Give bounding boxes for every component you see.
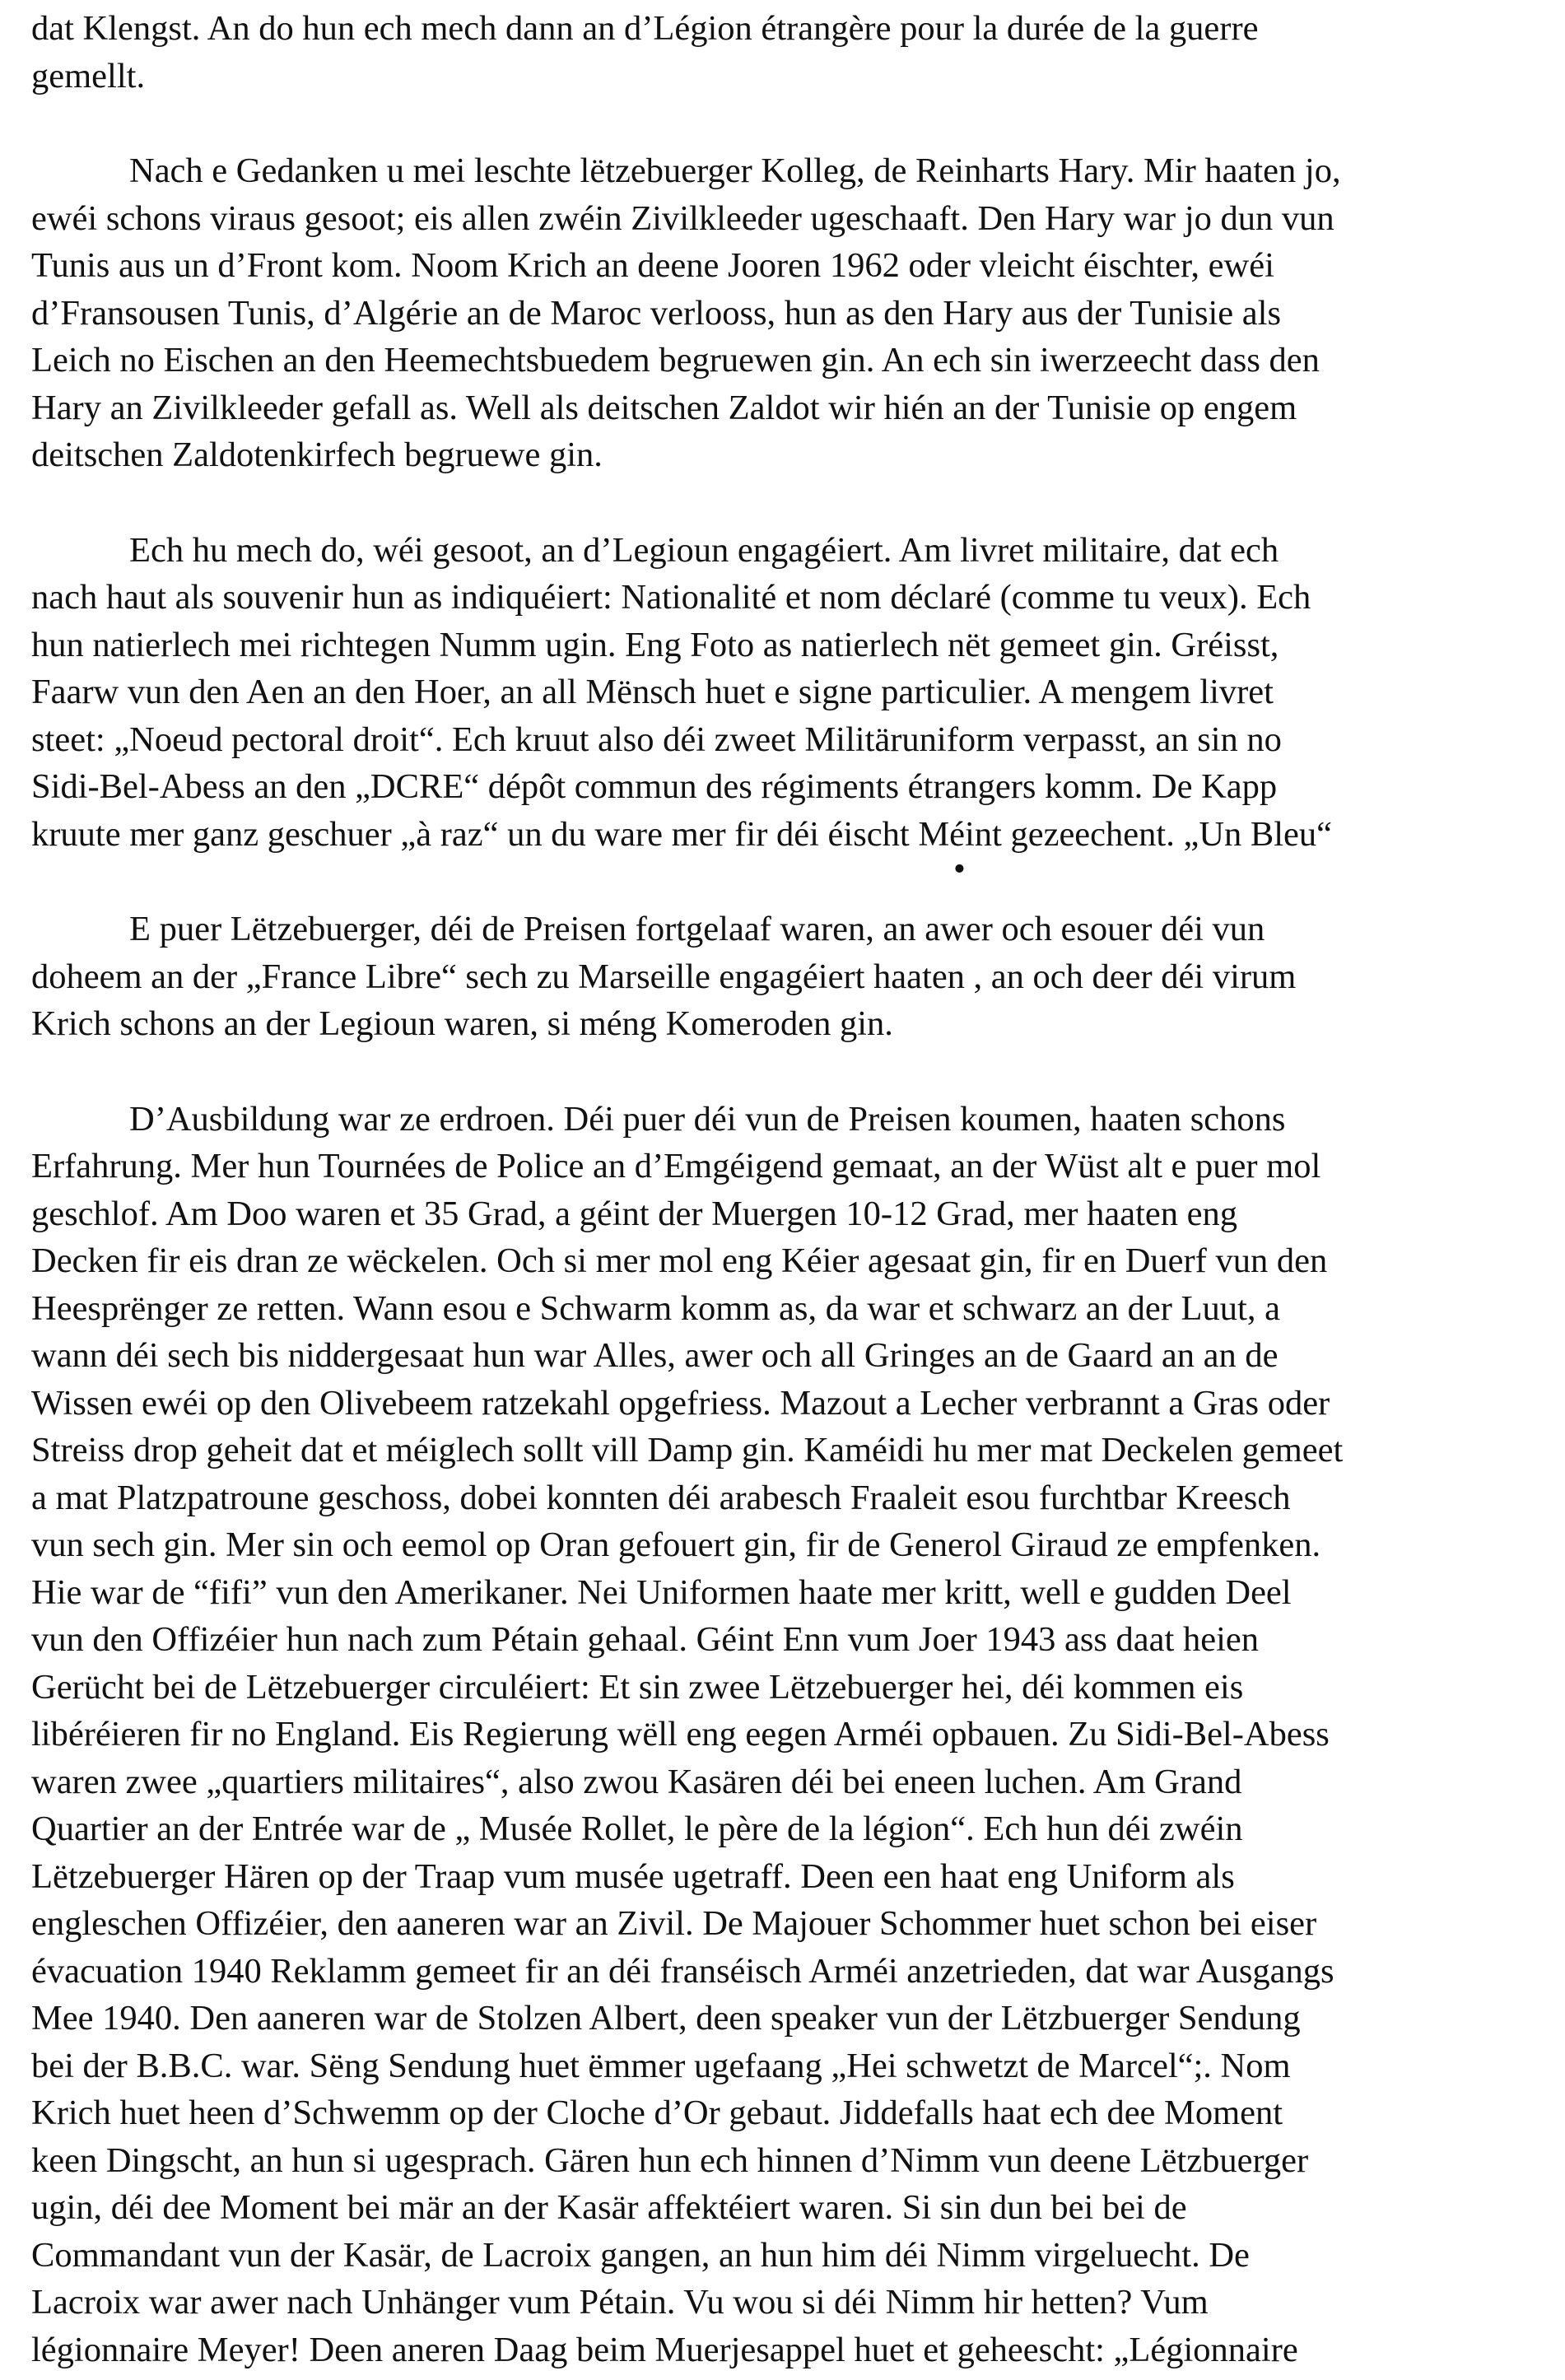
text-line: d’Fransousen Tunis, d’Algérie an de Maroc verlooss, hun as den Hary aus der Tunisie als [31, 293, 1282, 333]
text-line: Nach e Gedanken u mei leschte lëtzebuerger Kolleg, de Reinharts Hary. Mir haaten jo, [129, 151, 1341, 190]
text-line: Quartier an der Entrée war de „ Musée Rollet, le père de la légion“. Ech hun déi zwéin [31, 1809, 1243, 1848]
text-line: engleschen Offizéier, den aaneren war an Zivil. De Majouer Schommer huet schon bei eiser [31, 1904, 1317, 1943]
text-line: Krich schons an der Legioun waren, si méng Komeroden gin. [31, 1004, 893, 1043]
text-line: geschlof. Am Doo waren et 35 Grad, a géint der Muergen 10-12 Grad, mer haaten eng [31, 1194, 1237, 1233]
text-line: Lacroix war awer nach Unhänger vum Pétain. Vu wou si déi Nimm hir hetten? Vum [31, 2283, 1209, 2322]
text-line: Lëtzebuerger Hären op der Traap vum musée ugetraff. Deen een haat eng Uniform als [31, 1856, 1235, 1896]
text-line: vun sech gin. Mer sin och eemol op Oran gefouert gin, fir de Generol Giraud ze empfenken. [31, 1525, 1321, 1564]
text-line: évacuation 1940 Reklamm gemeet fir an déi franséisch Arméi anzetrieden, dat war Ausgangs [31, 1951, 1334, 1991]
text-line: waren zwee „quartiers militaires“, also zwou Kasären déi bei eneen luchen. Am Grand [31, 1762, 1242, 1801]
text-line: Tunis aus un d’Front kom. Noom Krich an deene Jooren 1962 oder vleicht éischter, ewéi [31, 246, 1274, 285]
paragraph-5 [31, 1096, 1538, 2374]
paragraph-4 [31, 906, 1538, 1048]
text-line: libéréieren fir no England. Eis Regierung wëll eng eegen Arméi opbauen. Zu Sidi-Bel-Abess [31, 1715, 1330, 1754]
text-line: Sidi-Bel-Abess an den „DCRE“ dépôt commun des régiments étrangers komm. De Kapp [31, 767, 1278, 806]
text-line: kruute mer ganz geschuer „à raz“ un du ware mer fir déi éischt Méint gezeechent. „Un Bleu“ [31, 814, 1333, 854]
text-line: Mee 1940. Den aaneren war de Stolzen Albert, deen speaker vun der Lëtzbuerger Sendung [31, 1999, 1301, 2038]
text-line: E puer Lëtzebuerger, déi de Preisen fortgelaaf waren, an awer och esouer déi vun [129, 910, 1265, 948]
paragraph-2 [31, 147, 1538, 479]
text-line: bei der B.B.C. war. Sëng Sendung huet ëmmer ugefaang „Hei schwetzt de Marcel“;. Nom [31, 2046, 1291, 2085]
text-line: Commandant vun der Kasär, de Lacroix gangen, an hun him déi Nimm virgeluecht. De [31, 2235, 1250, 2275]
text-line: Gerücht bei de Lëtzebuerger circuléiert: Et sin zwee Lëtzebuerger hei, déi kommen eis [31, 1667, 1244, 1707]
text-line: nach haut als souvenir hun as indiquéiert: Nationalité et nom déclaré (comme tu veux). Ech [31, 578, 1311, 617]
text-line: Streiss drop geheit dat et méiglech sollt vill Damp gin. Kaméidi hu mer mat Deckelen gemeet [31, 1431, 1344, 1469]
text-line: Hary an Zivilkleeder gefall as. Well als deitschen Zaldot wir hién an der Tunisie op engem [31, 388, 1297, 427]
text-line: Ech hu mech do, wéi gesoot, an d’Legioun engagéiert. Am livret militaire, dat ech [129, 530, 1279, 570]
text-line: Krich huet heen d’Schwemm op der Cloche d’Or gebaut. Jiddefalls haat ech dee Moment [31, 2094, 1283, 2132]
text-line: keen Dingscht, an hun si ugesprach. Gären hun ech hinnen d’Nimm vun deene Lëtzbuerger [31, 2140, 1309, 2180]
text-line: Heesprënger ze retten. Wann esou e Schwarm komm as, da war et schwarz an der Luut, a [31, 1288, 1280, 1328]
text-line: steet: „Noeud pectoral droit“. Ech kruut also déi zweet Militäruniform verpasst, an sin no [31, 720, 1282, 759]
paragraph-1 [31, 5, 1538, 100]
text-line: vun den Offizéier hun nach zum Pétain gehaal. Géint Enn vum Joer 1943 ass daat heien [31, 1620, 1259, 1659]
text-line: gemellt. [31, 56, 146, 95]
text-line: Leich no Eischen an den Heemechtsbuedem begruewen gin. An ech sin iwerzeecht dass den [31, 341, 1320, 380]
text-line: Decken fir eis dran ze wëckelen. Och si mer mol eng Kéier agesaat gin, fir en Duerf vun den [31, 1241, 1328, 1280]
text-line: doheem an der „France Libre“ sech zu Marseille engagéiert haaten , an och deer déi virum [31, 957, 1297, 996]
text-line: a mat Platzpatroune geschoss, dobei konnten déi arabesch Fraaleit esou furchtbar Kreesch [31, 1478, 1291, 1517]
text-line: dat Klengst. An do hun ech mech dann an d’Légion étrangère pour la durée de la guerre [31, 9, 1259, 48]
document-page [31, 5, 1538, 2373]
text-line: ugin, déi dee Moment bei mär an der Kasär affektéiert waren. Si sin dun bei bei de [31, 2188, 1187, 2227]
text-line: Faarw vun den Aen an den Hoer, an all Mënsch huet e signe particulier. A mengem livret [31, 673, 1274, 711]
text-line: deitschen Zaldotenkirfech begruewe gin. [31, 435, 603, 474]
text-line: hun natierlech mei richtegen Numm ugin. Eng Foto as natierlech nët gemeet gin. Gréisst, [31, 625, 1279, 664]
text-line: D’Ausbildung war ze erdroen. Déi puer déi vun de Preisen koumen, haaten schons [129, 1099, 1286, 1139]
text-line: légionnaire Meyer! Deen aneren Daag beim Muerjesappel huet et geheescht: „Légionnaire [31, 2330, 1298, 2369]
text-line: Wissen ewéi op den Olivebeem ratzekahl opgefriess. Mazout a Lecher verbrannt a Gras oder [31, 1383, 1330, 1423]
paragraph-3 [31, 527, 1538, 888]
text-line: ewéi schons viraus gesoot; eis allen zwéin Zivilkleeder ugeschaaft. Den Hary war jo dun vun [31, 198, 1334, 238]
text-line: Hie war de “fifi” vun den Amerikaner. Nei Uniformen haate mer kritt, well e gudden Deel [31, 1572, 1292, 1612]
text-line: Erfahrung. Mer hun Tournées de Police an d’Emgéigend gemaat, an der Wüst alt e puer mol [31, 1147, 1321, 1185]
text-line: wann déi sech bis niddergesaat hun war Alles, awer och all Gringes an de Gaard an an de [31, 1336, 1279, 1375]
bullet-mark: • [953, 850, 966, 888]
